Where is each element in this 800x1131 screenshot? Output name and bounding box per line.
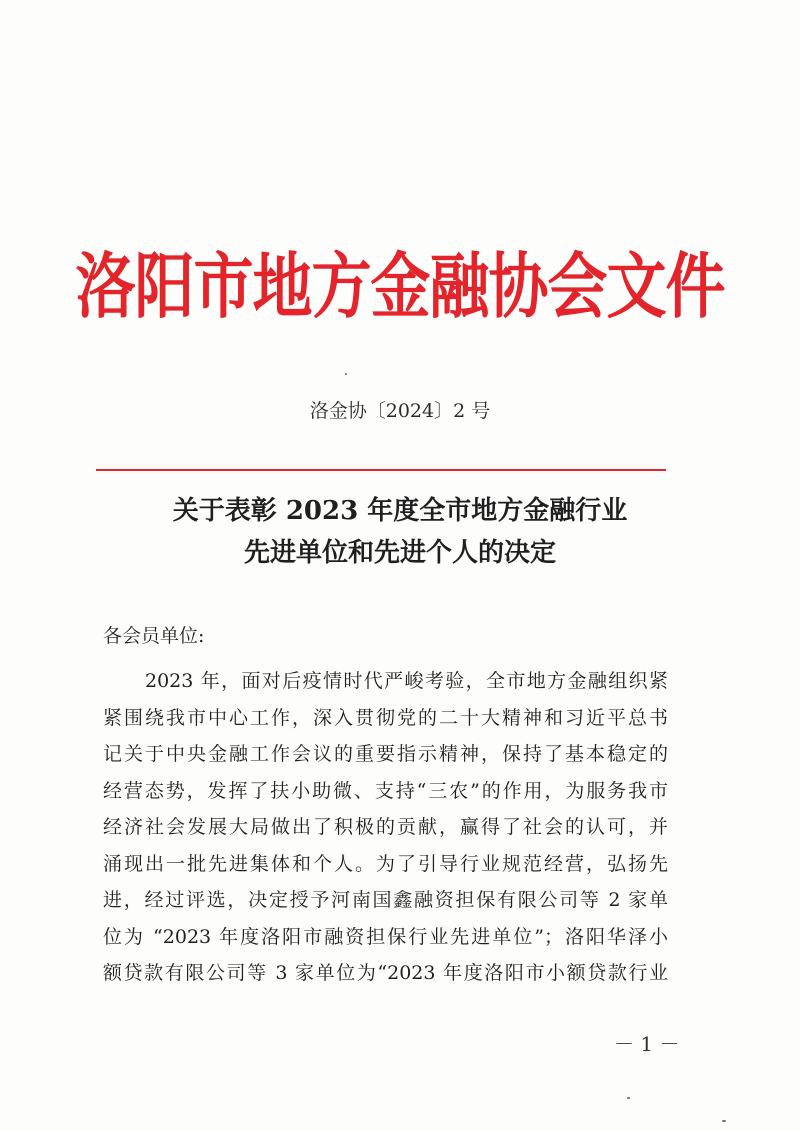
body-line: 进，经过评选，决定授予河南国鑫融资担保有限公司等 2 家单 bbox=[103, 889, 668, 911]
decision-title-line-2: 先进单位和先进个人的决定 bbox=[243, 538, 556, 568]
organization-title: 洛阳市地方金融协会文件 bbox=[75, 246, 725, 329]
body-line: 记关于中央金融工作会议的重要指示精神，保持了基本稳定的 bbox=[103, 743, 668, 765]
scan-speck bbox=[345, 373, 347, 375]
document-number: 洛金协〔2024〕2 号 bbox=[309, 400, 491, 422]
body-line: 涌现出一批先进集体和个人。为了引导行业规范经营，弘扬先 bbox=[103, 852, 668, 875]
body-line: 经营态势，发挥了扶小助微、支持“三农”的作用，为服务我市 bbox=[103, 779, 668, 802]
scan-speck bbox=[722, 1120, 726, 1122]
body-line: 额贷款有限公司等 3 家单位为“2023 年度洛阳市小额贷款行业 bbox=[103, 962, 668, 984]
page-number: － 1 － bbox=[614, 1032, 680, 1056]
scan-speck bbox=[627, 1097, 630, 1099]
salutation: 各会员单位: bbox=[103, 625, 205, 647]
decision-title bbox=[0, 490, 800, 574]
body-paragraph bbox=[103, 663, 668, 992]
red-divider bbox=[96, 469, 666, 471]
body-line: 经济社会发展大局做出了积极的贡献，赢得了社会的认可，并 bbox=[103, 816, 668, 838]
body-line: 位为 “2023 年度洛阳市融资担保行业先进单位”；洛阳华泽小 bbox=[103, 925, 668, 948]
body-line: 2023 年，面对后疫情时代严峻考验，全市地方金融组织紧 bbox=[145, 670, 668, 692]
body-line: 紧围绕我市中心工作，深入贯彻党的二十大精神和习近平总书 bbox=[103, 706, 668, 729]
decision-title-line-1: 关于表彰 2023 年度全市地方金融行业 bbox=[172, 496, 628, 526]
